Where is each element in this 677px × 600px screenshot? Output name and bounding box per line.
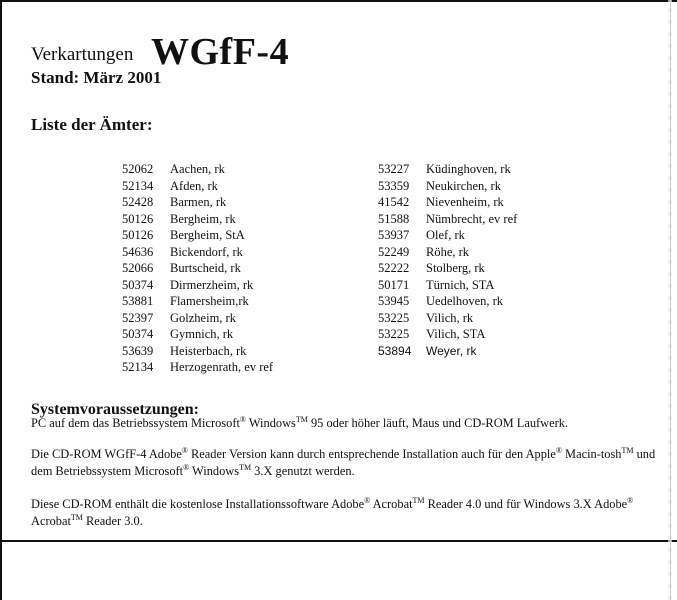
office-row	[122, 228, 273, 245]
office-row	[378, 327, 517, 344]
office-code: 54636	[122, 244, 154, 259]
office-name: Stolberg, rk	[426, 261, 485, 275]
office-code: 52428	[122, 195, 154, 209]
office-code: 52397	[122, 310, 154, 325]
office-name: Bickendorf, rk	[170, 244, 243, 259]
office-code: 53881	[122, 294, 154, 308]
office-name: Vilich, STA	[426, 327, 486, 341]
office-code: 50126	[122, 211, 154, 226]
office-code: 52066	[122, 261, 154, 275]
office-name: Gymnich, rk	[170, 327, 234, 341]
office-row	[122, 179, 273, 196]
office-row	[122, 311, 273, 328]
office-name: Herzogenrath, ev ref	[170, 360, 274, 374]
office-code: 53359	[378, 178, 410, 193]
office-name: Olef, rk	[426, 228, 465, 242]
page-edge-bottom	[0, 540, 677, 542]
office-code: 52249	[378, 244, 410, 259]
office-row	[378, 162, 517, 179]
page-edge-top	[0, 0, 677, 2]
office-code: 52062	[122, 162, 154, 176]
office-name: Barmen, rk	[170, 195, 227, 209]
office-code: 52222	[378, 261, 410, 275]
office-code: 53945	[378, 294, 410, 308]
office-name: Dirmerzheim, rk	[170, 277, 254, 292]
office-name: Afden, rk	[170, 178, 218, 193]
office-code: 50171	[378, 277, 410, 292]
office-name: Aachen, rk	[170, 162, 225, 176]
office-row	[378, 179, 517, 196]
system-requirements-heading: Systemvoraussetzungen:	[31, 401, 199, 418]
office-code: 50126	[122, 228, 154, 242]
office-name: Bergheim, StA	[170, 228, 245, 242]
office-name: Türnich, STA	[426, 277, 495, 292]
office-row	[122, 261, 273, 278]
office-name: Uedelhoven, rk	[426, 294, 504, 308]
page-edge-right	[670, 0, 671, 600]
system-requirements-paragraph-1: PC auf dem das Betriebssystem Microsoft® Windows™ 95 oder höher läuft, Maus und CD-ROM Laufwerk.	[31, 414, 569, 430]
office-name: Burtscheid, rk	[170, 261, 241, 275]
header-date-line: Stand: März 2001	[31, 68, 162, 87]
office-row	[378, 245, 517, 262]
office-name: Röhe, rk	[426, 244, 470, 259]
office-name: Golzheim, rk	[170, 310, 236, 325]
office-row	[122, 278, 273, 295]
office-name: Heisterbach, rk	[170, 343, 247, 358]
office-row	[122, 245, 273, 262]
office-name: Neukirchen, rk	[426, 178, 501, 193]
list-heading: Liste der Ämter:	[31, 115, 153, 134]
system-requirements-paragraph-2: Die CD-ROM WGfF-4 Adobe® Reader Version kann durch entsprechende Installation auch für den Apple® Macin-tosh™ und dem Betriebssystem Microsoft® Windows™ 3.X genutzt werden.	[31, 445, 656, 478]
office-name: Nümbrecht, ev ref	[426, 211, 518, 226]
office-code: 53639	[122, 343, 154, 358]
office-row	[122, 294, 273, 311]
office-code: 53227	[378, 162, 410, 176]
office-code: 51588	[378, 211, 410, 226]
office-code: 52134	[122, 360, 154, 374]
office-code: 53894	[378, 343, 412, 358]
office-row	[122, 344, 273, 361]
office-row	[378, 344, 517, 361]
office-code: 50374	[122, 277, 154, 292]
header-subtitle: Verkartungen	[31, 44, 134, 65]
office-row	[122, 327, 273, 344]
office-row	[122, 195, 273, 212]
office-name: Weyer, rk	[426, 343, 477, 358]
office-row	[378, 294, 517, 311]
office-row	[378, 261, 517, 278]
office-row	[378, 212, 517, 229]
office-list-left	[122, 162, 273, 377]
header-title: WGfF-4	[151, 31, 290, 73]
office-row	[378, 195, 517, 212]
office-code: 50374	[122, 327, 154, 341]
office-row	[378, 228, 517, 245]
office-code: 52134	[122, 178, 154, 193]
office-code: 41542	[378, 195, 410, 209]
office-code: 53937	[378, 228, 410, 242]
office-name: Bergheim, rk	[170, 211, 236, 226]
office-list-right	[378, 162, 517, 360]
page-edge-left	[0, 0, 2, 600]
office-code: 53225	[378, 310, 410, 325]
office-code: 53225	[378, 327, 410, 341]
office-row	[378, 311, 517, 328]
office-row	[122, 212, 273, 229]
office-name: Küdinghoven, rk	[426, 162, 511, 176]
office-name: Vilich, rk	[426, 310, 474, 325]
office-row	[378, 278, 517, 295]
office-row	[122, 162, 273, 179]
office-name: Nievenheim, rk	[426, 195, 504, 209]
office-name: Flamersheim,rk	[170, 294, 249, 308]
system-requirements-paragraph-3: Diese CD-ROM enthält die kostenlose Installationssoftware Adobe® Acrobat™ Reader 4.0 und für Windows 3.X Adobe® Acrobat™ Reader 3.0.	[31, 495, 634, 528]
office-row	[122, 360, 273, 377]
